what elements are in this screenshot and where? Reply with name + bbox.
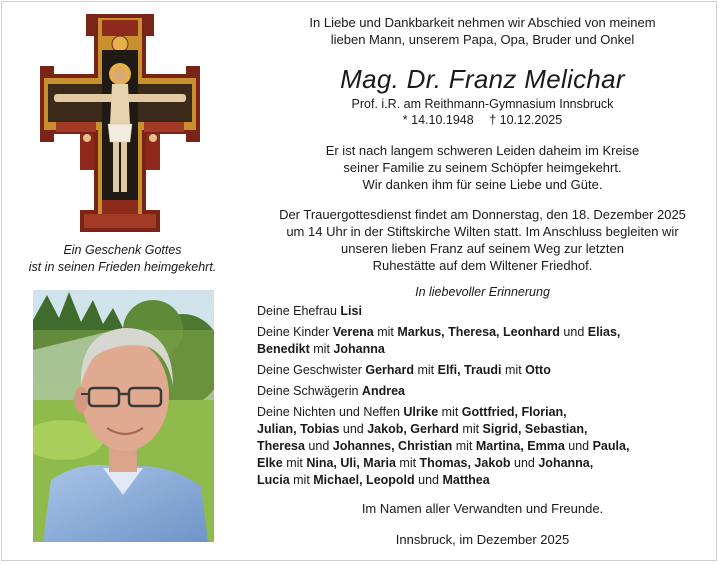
life-dates xyxy=(245,112,720,128)
family-member-name: Johanna, xyxy=(538,456,594,470)
family-line xyxy=(257,472,707,489)
family-relation-text: und xyxy=(304,439,333,453)
family-relation-text: Deine Geschwister xyxy=(257,363,366,377)
family-member-name: Elias, xyxy=(587,325,621,339)
family-relation-text: Deine Ehefrau xyxy=(257,304,341,318)
family-group xyxy=(257,303,707,320)
family-line xyxy=(257,438,707,455)
family-group xyxy=(257,324,707,358)
funeral-line: Ruhestätte auf dem Wiltener Friedhof. xyxy=(372,258,593,273)
family-member-name: Sigrid, Sebastian, xyxy=(482,422,588,436)
family-member-name: Gerhard xyxy=(365,363,415,377)
professional-title: Prof. i.R. am Reithmann-Gymnasium Innsbruck xyxy=(351,97,614,111)
funeral-line: unseren lieben Franz auf seinem Weg zur letzten xyxy=(340,241,625,256)
family-relation-text: Deine Nichten und Neffen xyxy=(257,405,404,419)
family-relation-text: mit xyxy=(282,456,307,470)
family-member-name: Michael, Leopold xyxy=(313,473,415,487)
passing-line: seiner Familie zu seinem Schöpfer heimgekehrt. xyxy=(343,160,622,175)
family-relation-text: mit xyxy=(452,439,476,453)
intro-line: In Liebe und Dankbarkeit nehmen wir Abschied von meinem xyxy=(309,15,656,30)
family-relation-text: mit xyxy=(458,422,483,436)
birth-date: * 14.10.1948 xyxy=(402,113,474,127)
passing-text xyxy=(245,142,720,193)
family-member-name: Lisi xyxy=(340,304,362,318)
family-relation-text: mit xyxy=(414,363,438,377)
family-line xyxy=(257,383,707,400)
family-relation-text: Deine Schwägerin xyxy=(257,384,362,398)
family-relation-text: Deine Kinder xyxy=(257,325,333,339)
family-line xyxy=(257,362,707,379)
closing-text: Im Namen aller Verwandten und Freunde. xyxy=(361,501,604,516)
family-relation-text: und xyxy=(414,473,443,487)
family-member-name: Martina, Emma xyxy=(475,439,565,453)
family-line xyxy=(257,341,707,358)
family-line xyxy=(257,455,707,472)
right-column xyxy=(245,0,720,564)
deceased-name: Mag. Dr. Franz Melichar xyxy=(340,64,625,94)
intro-line: lieben Mann, unserem Papa, Opa, Bruder und Onkel xyxy=(330,32,635,47)
memory-heading: In liebevoller Erinnerung xyxy=(415,285,550,299)
passing-line: Wir danken ihm für seine Liebe und Güte. xyxy=(362,177,603,192)
family-relation-text: mit xyxy=(289,473,314,487)
family-relation-text: und xyxy=(510,456,539,470)
family-member-name: Ulrike xyxy=(403,405,439,419)
family-group xyxy=(257,404,707,489)
family-member-name: Thomas, Jakob xyxy=(419,456,511,470)
family-relation-text: und xyxy=(564,439,593,453)
family-group xyxy=(257,362,707,379)
motto-line: Ein Geschenk Gottes xyxy=(63,243,182,257)
funeral-text xyxy=(245,206,720,274)
family-member-name: Lucia xyxy=(257,473,290,487)
family-member-name: Johannes, Christian xyxy=(332,439,453,453)
family-member-name: Jakob, Gerhard xyxy=(367,422,459,436)
family-relation-text: mit xyxy=(309,342,334,356)
family-member-name: Andrea xyxy=(361,384,405,398)
family-line xyxy=(257,421,707,438)
family-member-name: Julian, Tobias xyxy=(257,422,340,436)
family-relation-text: und xyxy=(559,325,588,339)
family-relation-text: mit xyxy=(395,456,420,470)
family-member-name: Elfi, Traudi xyxy=(437,363,502,377)
san-damiano-cross-icon xyxy=(40,14,200,232)
family-line xyxy=(257,404,707,421)
family-line xyxy=(257,324,707,341)
family-list xyxy=(257,303,707,489)
intro-text xyxy=(245,14,720,48)
family-member-name: Otto xyxy=(525,363,551,377)
family-member-name: Markus, Theresa, Leonhard xyxy=(397,325,560,339)
family-relation-text: und xyxy=(339,422,368,436)
family-group xyxy=(257,383,707,400)
funeral-line: um 14 Uhr in der Stiftskirche Wilten statt. Im Anschluss begleiten wir xyxy=(286,224,679,239)
family-member-name: Johanna xyxy=(333,342,385,356)
left-column xyxy=(0,0,245,564)
passing-line: Er ist nach langem schweren Leiden daheim im Kreise xyxy=(325,143,640,158)
family-member-name: Paula, xyxy=(592,439,630,453)
family-member-name: Elke xyxy=(257,456,283,470)
family-member-name: Theresa xyxy=(257,439,305,453)
portrait-photo xyxy=(33,290,214,542)
family-line xyxy=(257,303,707,320)
family-relation-text: mit xyxy=(501,363,526,377)
family-relation-text: mit xyxy=(373,325,398,339)
family-member-name: Nina, Uli, Maria xyxy=(306,456,396,470)
family-member-name: Benedikt xyxy=(257,342,310,356)
death-date: † 10.12.2025 xyxy=(489,113,563,127)
funeral-line: Der Trauergottesdienst findet am Donnerstag, den 18. Dezember 2025 xyxy=(279,207,686,222)
place-date: Innsbruck, im Dezember 2025 xyxy=(395,532,570,547)
family-relation-text: mit xyxy=(438,405,462,419)
family-member-name: Gottfried, Florian, xyxy=(461,405,567,419)
family-member-name: Verena xyxy=(332,325,374,339)
family-member-name: Matthea xyxy=(442,473,490,487)
motto-line: ist in seinen Frieden heimgekehrt. xyxy=(28,260,217,274)
motto xyxy=(0,242,245,276)
